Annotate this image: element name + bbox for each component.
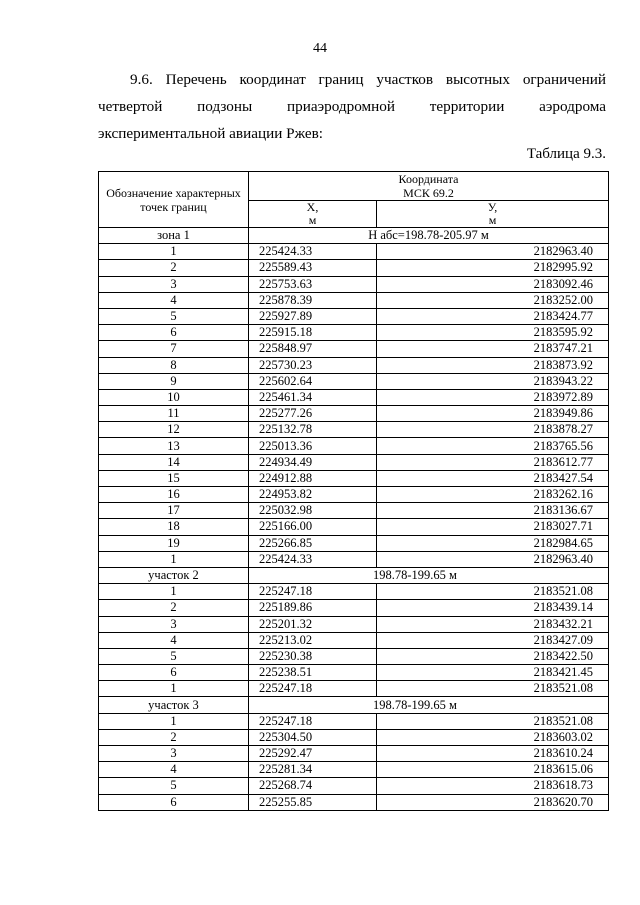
- x-coordinate: 225304.50: [249, 729, 377, 745]
- x-coordinate: 225238.51: [249, 665, 377, 681]
- y-coordinate: 2183427.54: [377, 470, 609, 486]
- table-row: [99, 260, 609, 276]
- point-number: 1: [99, 584, 249, 600]
- x-coordinate: 225292.47: [249, 746, 377, 762]
- y-coordinate: 2183610.24: [377, 746, 609, 762]
- table-row: [99, 535, 609, 551]
- zone-altitude: 198.78-199.65 м: [249, 567, 609, 583]
- table-row: [99, 373, 609, 389]
- x-coordinate: 224912.88: [249, 470, 377, 486]
- header-y-label: У,: [487, 200, 498, 214]
- table-body: [99, 228, 609, 811]
- x-coordinate: 225166.00: [249, 519, 377, 535]
- y-coordinate: 2183747.21: [377, 341, 609, 357]
- table-row: [99, 454, 609, 470]
- point-number: 10: [99, 389, 249, 405]
- coordinates-table: [98, 171, 609, 811]
- x-coordinate: 225589.43: [249, 260, 377, 276]
- zone-name: участок 3: [99, 697, 249, 713]
- header-point-designation: Обозначение характерных точек границ: [99, 172, 249, 228]
- point-number: 6: [99, 665, 249, 681]
- point-number: 4: [99, 762, 249, 778]
- point-number: 1: [99, 713, 249, 729]
- zone-name: участок 2: [99, 567, 249, 583]
- point-number: 1: [99, 681, 249, 697]
- x-coordinate: 225281.34: [249, 762, 377, 778]
- table-row: [99, 665, 609, 681]
- x-coordinate: 225132.78: [249, 422, 377, 438]
- point-number: 19: [99, 535, 249, 551]
- point-number: 3: [99, 276, 249, 292]
- y-coordinate: 2183092.46: [377, 276, 609, 292]
- x-coordinate: 225268.74: [249, 778, 377, 794]
- x-coordinate: 225927.89: [249, 308, 377, 324]
- point-number: 17: [99, 503, 249, 519]
- y-coordinate: 2183521.08: [377, 681, 609, 697]
- point-number: 1: [99, 551, 249, 567]
- point-number: 6: [99, 325, 249, 341]
- y-coordinate: 2183765.56: [377, 438, 609, 454]
- x-coordinate: 225424.33: [249, 244, 377, 260]
- table-row: [99, 389, 609, 405]
- table-row: [99, 519, 609, 535]
- y-coordinate: 2183620.70: [377, 794, 609, 810]
- point-number: 8: [99, 357, 249, 373]
- table-row: [99, 244, 609, 260]
- table-row: [99, 794, 609, 810]
- section-heading: [98, 66, 606, 147]
- point-number: 2: [99, 600, 249, 616]
- header-x: [249, 201, 377, 228]
- y-coordinate: 2183427.09: [377, 632, 609, 648]
- table-row: [99, 600, 609, 616]
- zone-name: зона 1: [99, 228, 249, 244]
- point-number: 7: [99, 341, 249, 357]
- table-caption: Таблица 9.3.: [526, 146, 606, 162]
- table-row: [99, 406, 609, 422]
- point-number: 4: [99, 292, 249, 308]
- x-coordinate: 225266.85: [249, 535, 377, 551]
- point-number: 2: [99, 729, 249, 745]
- x-coordinate: 225247.18: [249, 681, 377, 697]
- y-coordinate: 2183252.00: [377, 292, 609, 308]
- point-number: 11: [99, 406, 249, 422]
- table-row: [99, 616, 609, 632]
- x-coordinate: 225213.02: [249, 632, 377, 648]
- x-coordinate: 224934.49: [249, 454, 377, 470]
- y-coordinate: 2183595.92: [377, 325, 609, 341]
- x-coordinate: 225032.98: [249, 503, 377, 519]
- x-coordinate: 225424.33: [249, 551, 377, 567]
- table-row: [99, 308, 609, 324]
- y-coordinate: 2183421.45: [377, 665, 609, 681]
- y-coordinate: 2183027.71: [377, 519, 609, 535]
- table-row: [99, 746, 609, 762]
- table-row: [99, 584, 609, 600]
- table-row: [99, 422, 609, 438]
- header-x-unit: м: [308, 213, 317, 227]
- zone-header-row: [99, 567, 609, 583]
- table-row: [99, 276, 609, 292]
- table-row: [99, 325, 609, 341]
- y-coordinate: 2183972.89: [377, 389, 609, 405]
- table-row: [99, 503, 609, 519]
- table-row: [99, 778, 609, 794]
- point-number: 1: [99, 244, 249, 260]
- zone-altitude: 198.78-199.65 м: [249, 697, 609, 713]
- table-row: [99, 470, 609, 486]
- y-coordinate: 2183432.21: [377, 616, 609, 632]
- x-coordinate: 224953.82: [249, 487, 377, 503]
- table-row: [99, 762, 609, 778]
- x-coordinate: 225247.18: [249, 584, 377, 600]
- table-row: [99, 357, 609, 373]
- table-row: [99, 681, 609, 697]
- point-number: 15: [99, 470, 249, 486]
- x-coordinate: 225230.38: [249, 648, 377, 664]
- x-coordinate: 225189.86: [249, 600, 377, 616]
- point-number: 2: [99, 260, 249, 276]
- y-coordinate: 2183618.73: [377, 778, 609, 794]
- y-coordinate: 2183612.77: [377, 454, 609, 470]
- table-row: [99, 292, 609, 308]
- heading-line-rest: четвертой подзоны приаэродромной территории аэродрома экспериментальной авиации Ржев:: [98, 98, 606, 142]
- y-coordinate: 2183439.14: [377, 600, 609, 616]
- y-coordinate: 2182963.40: [377, 244, 609, 260]
- y-coordinate: 2183878.27: [377, 422, 609, 438]
- x-coordinate: 225602.64: [249, 373, 377, 389]
- y-coordinate: 2182984.65: [377, 535, 609, 551]
- table-row: [99, 551, 609, 567]
- zone-header-row: [99, 697, 609, 713]
- point-number: 5: [99, 778, 249, 794]
- point-number: 14: [99, 454, 249, 470]
- point-number: 5: [99, 648, 249, 664]
- y-coordinate: 2182995.92: [377, 260, 609, 276]
- table-row: [99, 632, 609, 648]
- table-row: [99, 713, 609, 729]
- table-row: [99, 438, 609, 454]
- header-coordinate: [249, 172, 609, 201]
- x-coordinate: 225013.36: [249, 438, 377, 454]
- point-number: 3: [99, 616, 249, 632]
- y-coordinate: 2183603.02: [377, 729, 609, 745]
- header-y-unit: м: [488, 213, 497, 227]
- table-row: [99, 341, 609, 357]
- point-number: 5: [99, 308, 249, 324]
- table-row: [99, 487, 609, 503]
- x-coordinate: 225915.18: [249, 325, 377, 341]
- table-row: [99, 729, 609, 745]
- table-row: [99, 648, 609, 664]
- y-coordinate: 2183136.67: [377, 503, 609, 519]
- point-number: 3: [99, 746, 249, 762]
- point-number: 9: [99, 373, 249, 389]
- y-coordinate: 2183943.22: [377, 373, 609, 389]
- zone-header-row: [99, 228, 609, 244]
- y-coordinate: 2183949.86: [377, 406, 609, 422]
- x-coordinate: 225277.26: [249, 406, 377, 422]
- y-coordinate: 2183873.92: [377, 357, 609, 373]
- x-coordinate: 225848.97: [249, 341, 377, 357]
- x-coordinate: 225878.39: [249, 292, 377, 308]
- header-x-label: X,: [306, 200, 319, 214]
- point-number: 6: [99, 794, 249, 810]
- x-coordinate: 225255.85: [249, 794, 377, 810]
- point-number: 4: [99, 632, 249, 648]
- y-coordinate: 2183615.06: [377, 762, 609, 778]
- x-coordinate: 225461.34: [249, 389, 377, 405]
- header-y: [377, 201, 609, 228]
- heading-line-1: 9.6. Перечень координат границ участков высотных ограничений: [130, 71, 606, 88]
- y-coordinate: 2183521.08: [377, 713, 609, 729]
- x-coordinate: 225730.23: [249, 357, 377, 373]
- y-coordinate: 2183262.16: [377, 487, 609, 503]
- y-coordinate: 2182963.40: [377, 551, 609, 567]
- point-number: 18: [99, 519, 249, 535]
- header-coordinate-system: МСК 69.2: [403, 186, 454, 200]
- point-number: 13: [99, 438, 249, 454]
- header-coordinate-title: Координата: [398, 172, 459, 186]
- zone-altitude: Н абс=198.78-205.97 м: [249, 228, 609, 244]
- y-coordinate: 2183422.50: [377, 648, 609, 664]
- x-coordinate: 225247.18: [249, 713, 377, 729]
- y-coordinate: 2183521.08: [377, 584, 609, 600]
- page-number: 44: [313, 41, 327, 56]
- y-coordinate: 2183424.77: [377, 308, 609, 324]
- x-coordinate: 225201.32: [249, 616, 377, 632]
- point-number: 16: [99, 487, 249, 503]
- point-number: 12: [99, 422, 249, 438]
- x-coordinate: 225753.63: [249, 276, 377, 292]
